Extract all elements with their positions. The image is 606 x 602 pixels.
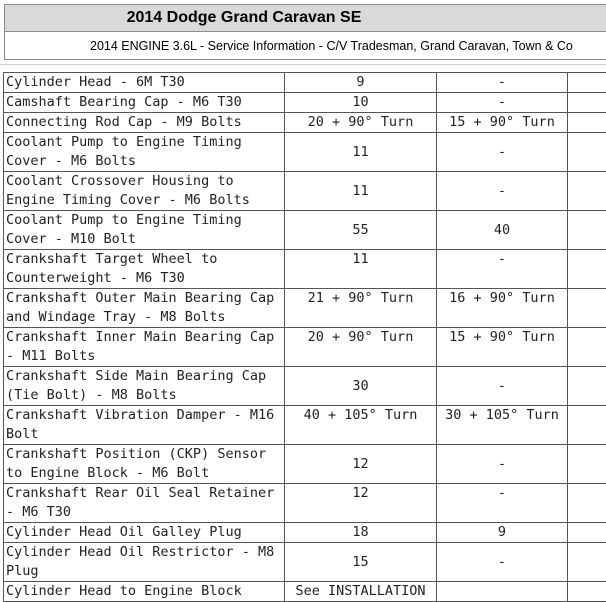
torque-inlbs-cell [568, 367, 606, 406]
table-row [4, 250, 606, 289]
torque-nm-cell: 30 [285, 367, 437, 406]
torque-nm-cell: 20 + 90° Turn [285, 113, 437, 133]
torque-ftlbs-cell: - [437, 250, 568, 289]
torque-ftlbs-cell: 30 + 105° Turn [437, 406, 568, 445]
vehicle-title-bar [4, 4, 606, 32]
component-description-cell: Crankshaft Target Wheel to Counterweight - M6 T30 [4, 250, 285, 289]
table-row [4, 328, 606, 367]
document-header [4, 4, 606, 60]
component-description-cell: Crankshaft Side Main Bearing Cap (Tie Bolt) - M8 Bolts [4, 367, 285, 406]
torque-ftlbs-cell: 15 + 90° Turn [437, 113, 568, 133]
component-description-cell: Cylinder Head to Engine Block [4, 582, 285, 602]
table-row-partial [4, 582, 606, 602]
component-description-cell: Cylinder Head Oil Galley Plug [4, 523, 285, 543]
torque-nm-cell: 11 [285, 133, 437, 172]
component-description-cell: Coolant Pump to Engine Timing Cover - M6 Bolts [4, 133, 285, 172]
torque-ftlbs-cell: - [437, 543, 568, 582]
torque-inlbs-cell [568, 582, 606, 602]
torque-ftlbs-cell: - [437, 133, 568, 172]
vehicle-title: 2014 Dodge Grand Caravan SE [127, 9, 362, 27]
torque-ftlbs-cell: 40 [437, 211, 568, 250]
component-description-cell: Connecting Rod Cap - M9 Bolts [4, 113, 285, 133]
table-row [4, 133, 606, 172]
torque-ftlbs-cell: 16 + 90° Turn [437, 289, 568, 328]
section-subtitle-bar [4, 32, 606, 60]
torque-inlbs-cell [568, 133, 606, 172]
component-description-cell: Crankshaft Inner Main Bearing Cap - M11 Bolts [4, 328, 285, 367]
torque-nm-cell: 11 [285, 250, 437, 289]
table-row [4, 367, 606, 406]
torque-nm-cell: 12 [285, 484, 437, 523]
component-description-cell: Crankshaft Position (CKP) Sensor to Engine Block - M6 Bolt [4, 445, 285, 484]
table-row [4, 523, 606, 543]
torque-ftlbs-cell: - [437, 445, 568, 484]
torque-nm-cell: 55 [285, 211, 437, 250]
component-description-cell: Cylinder Head - 6M T30 [4, 73, 285, 93]
table-row [4, 172, 606, 211]
torque-inlbs-cell [568, 250, 606, 289]
torque-nm-cell: 21 + 90° Turn [285, 289, 437, 328]
torque-ftlbs-cell: - [437, 93, 568, 113]
torque-specifications-table [3, 72, 606, 602]
header-divider [0, 64, 606, 65]
torque-ftlbs-cell: - [437, 484, 568, 523]
component-description-cell: Crankshaft Vibration Damper - M16 Bolt [4, 406, 285, 445]
torque-ftlbs-cell: - [437, 172, 568, 211]
torque-inlbs-cell [568, 328, 606, 367]
component-description-cell: Camshaft Bearing Cap - M6 T30 [4, 93, 285, 113]
torque-ftlbs-cell: 9 [437, 523, 568, 543]
torque-inlbs-cell [568, 484, 606, 523]
table-row [4, 484, 606, 523]
torque-ftlbs-cell [437, 582, 568, 602]
torque-nm-cell: 12 [285, 445, 437, 484]
table-row [4, 406, 606, 445]
torque-nm-cell: 18 [285, 523, 437, 543]
table-row [4, 113, 606, 133]
table-row [4, 543, 606, 582]
torque-ftlbs-cell: 15 + 90° Turn [437, 328, 568, 367]
torque-inlbs-cell [568, 73, 606, 93]
section-subtitle: 2014 ENGINE 3.6L - Service Information - C/V Tradesman, Grand Caravan, Town & Co [90, 39, 573, 53]
component-description-cell: Crankshaft Outer Main Bearing Cap and Windage Tray - M8 Bolts [4, 289, 285, 328]
torque-inlbs-cell [568, 543, 606, 582]
table-row [4, 93, 606, 113]
table-row [4, 73, 606, 93]
torque-ftlbs-cell: - [437, 73, 568, 93]
torque-nm-cell: 9 [285, 73, 437, 93]
torque-inlbs-cell [568, 523, 606, 543]
torque-nm-cell: 11 [285, 172, 437, 211]
torque-inlbs-cell [568, 445, 606, 484]
component-description-cell: Crankshaft Rear Oil Seal Retainer - M6 T30 [4, 484, 285, 523]
component-description-cell: Coolant Pump to Engine Timing Cover - M10 Bolt [4, 211, 285, 250]
table-row [4, 211, 606, 250]
torque-inlbs-cell [568, 93, 606, 113]
component-description-cell: Cylinder Head Oil Restrictor - M8 Plug [4, 543, 285, 582]
torque-inlbs-cell [568, 113, 606, 133]
torque-inlbs-cell [568, 211, 606, 250]
torque-ftlbs-cell: - [437, 367, 568, 406]
table-row [4, 289, 606, 328]
torque-nm-cell: See INSTALLATION [285, 582, 437, 602]
table-row [4, 445, 606, 484]
torque-inlbs-cell [568, 289, 606, 328]
component-description-cell: Coolant Crossover Housing to Engine Timing Cover - M6 Bolts [4, 172, 285, 211]
torque-nm-cell: 15 [285, 543, 437, 582]
torque-nm-cell: 20 + 90° Turn [285, 328, 437, 367]
torque-table-body [4, 73, 606, 602]
torque-inlbs-cell [568, 406, 606, 445]
torque-inlbs-cell [568, 172, 606, 211]
torque-nm-cell: 40 + 105° Turn [285, 406, 437, 445]
torque-nm-cell: 10 [285, 93, 437, 113]
